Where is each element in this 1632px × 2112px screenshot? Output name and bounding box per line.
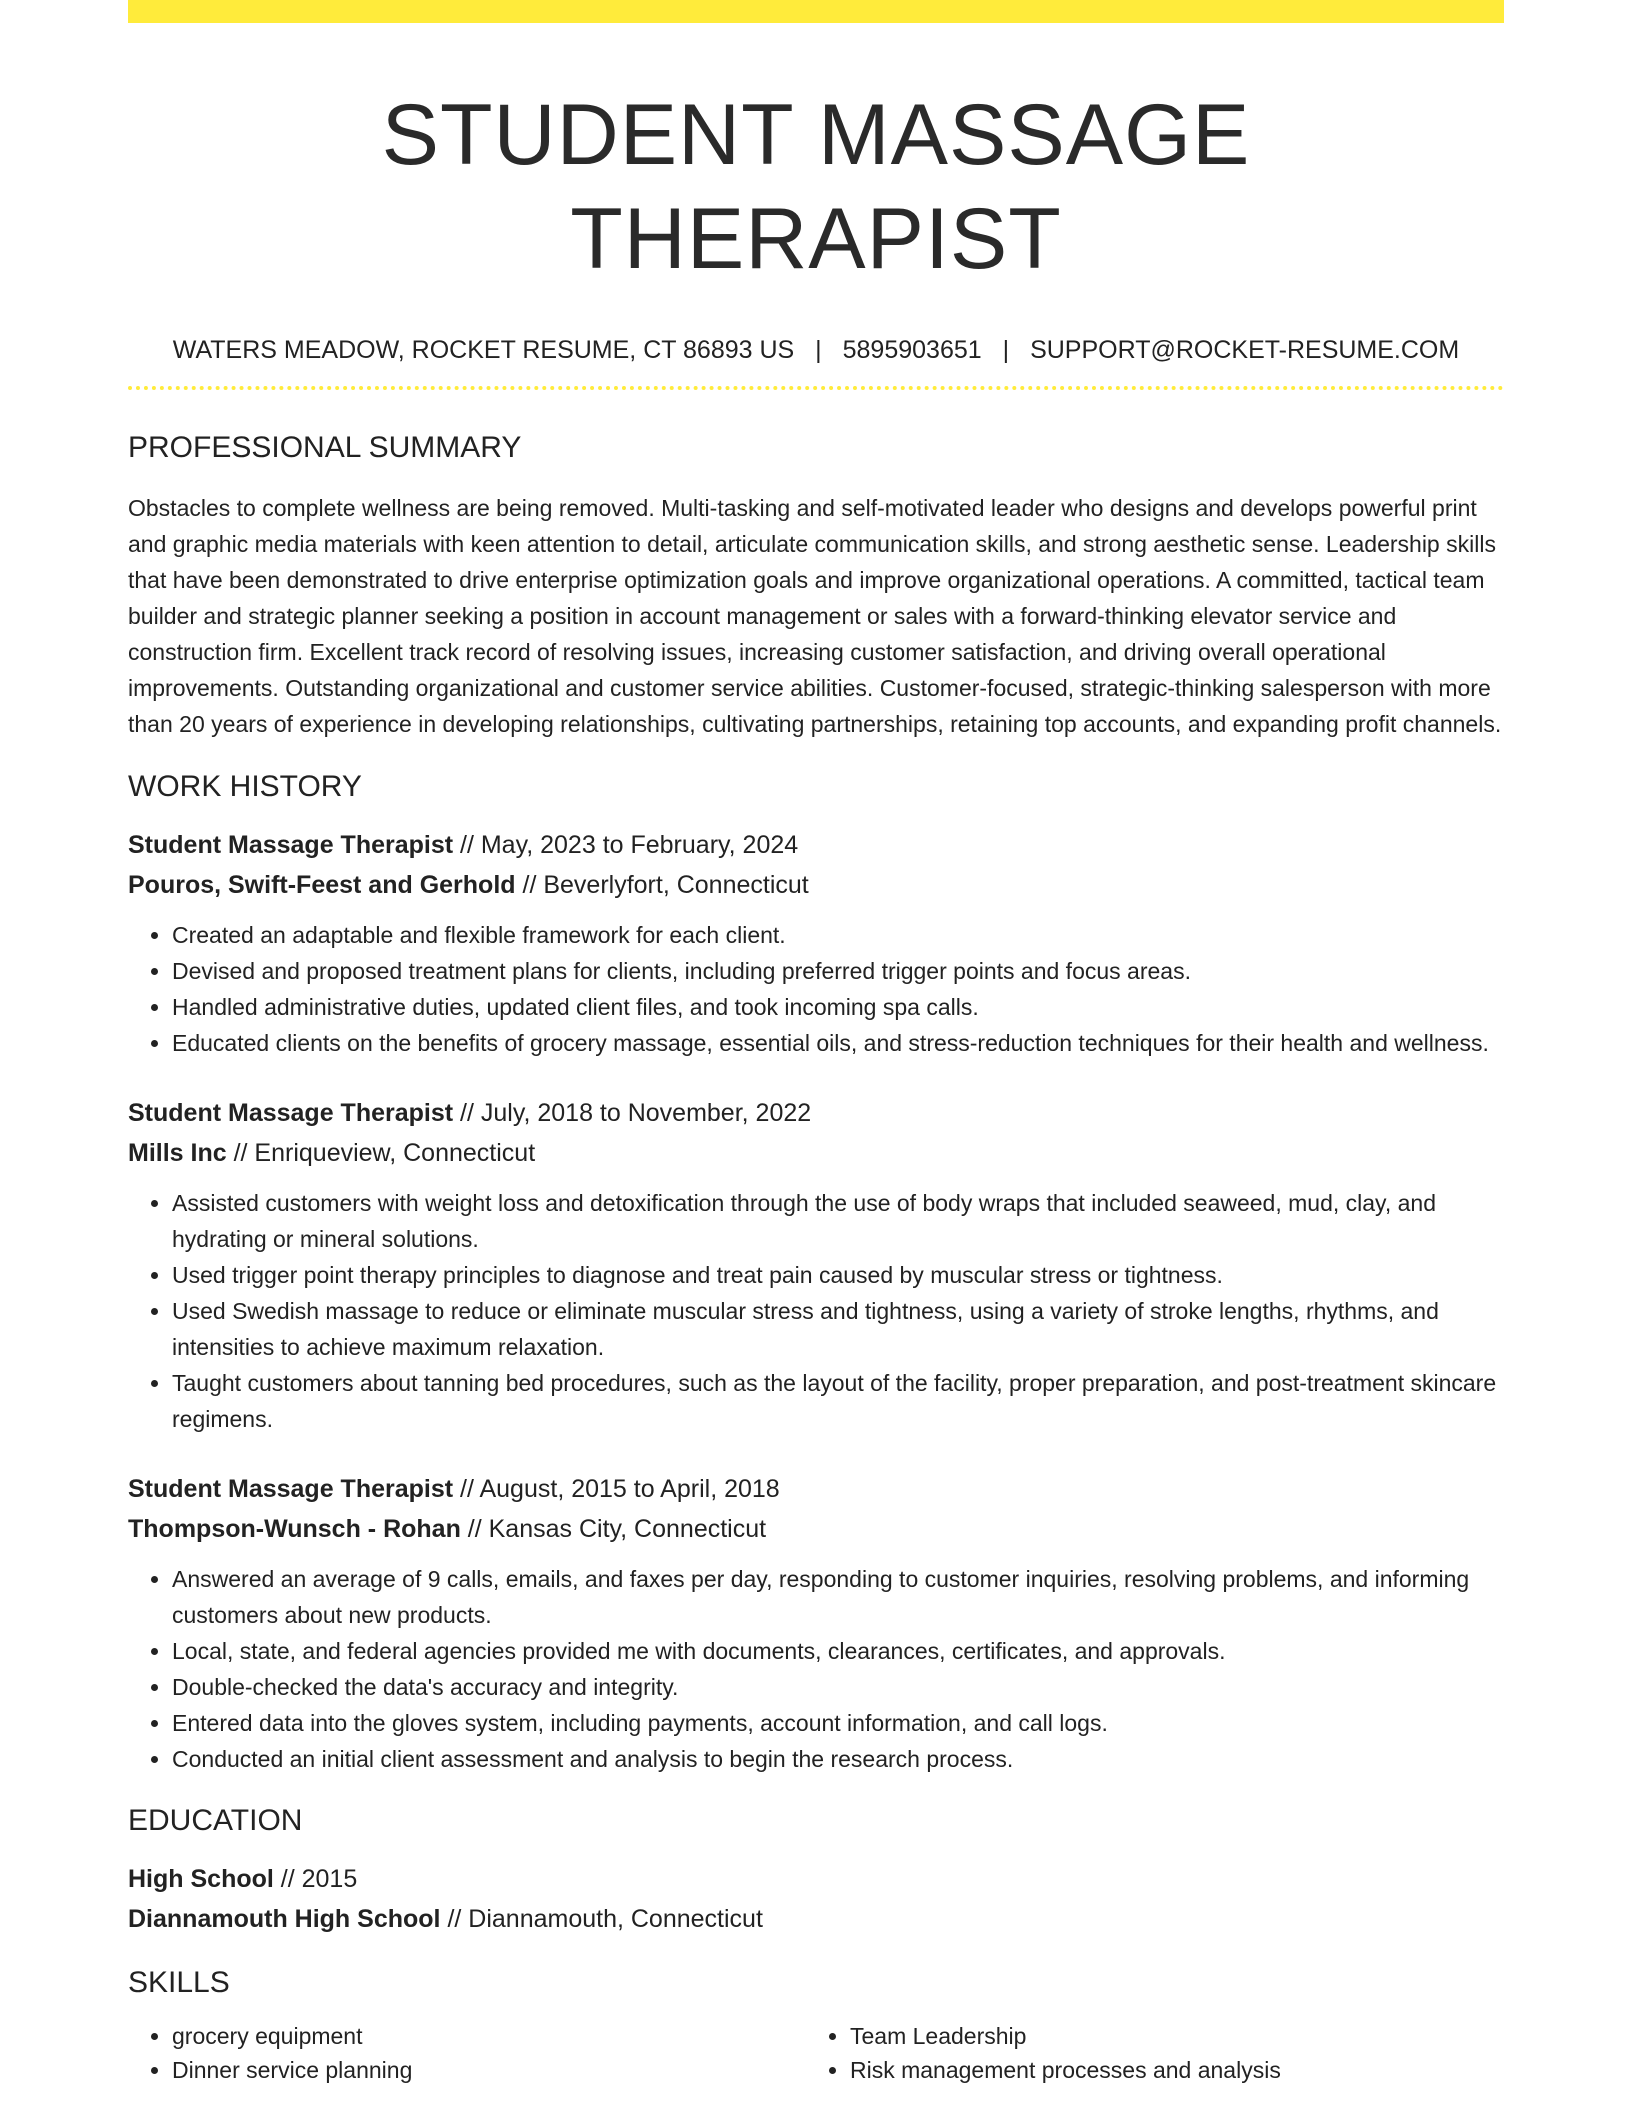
contact-separator: | bbox=[1002, 336, 1010, 364]
contact-address: WATERS MEADOW, ROCKET RESUME, CT 86893 US bbox=[172, 336, 795, 364]
job-dates: // August, 2015 to April, 2018 bbox=[453, 1475, 780, 1503]
contact-phone: 5895903651 bbox=[842, 336, 982, 364]
job-entry bbox=[128, 1093, 1504, 1437]
job-location: // Enriqueview, Connecticut bbox=[226, 1139, 536, 1167]
job-bullet: • Taught customers about tanning bed procedures, such as the layout of the facility, proper preparation, and post-treatment skincare regimens. bbox=[172, 1365, 1504, 1437]
skills-column-right bbox=[806, 2019, 1484, 2087]
job-bullet: • Used Swedish massage to reduce or eliminate muscular stress and tightness, using a variety of stroke lengths, rhythms, and intensities to achieve maximum relaxation. bbox=[172, 1293, 1504, 1365]
job-title: Student Massage Therapist bbox=[128, 1475, 454, 1503]
job-title-line bbox=[128, 1469, 1504, 1509]
education-entry bbox=[128, 1859, 1504, 1939]
job-bullet: • Used trigger point therapy principles to diagnose and treat pain caused by muscular stress or tightness. bbox=[172, 1257, 1504, 1293]
job-bullet: • Assisted customers with weight loss and detoxification through the use of body wraps that included seaweed, mud, clay, and hydrating or mineral solutions. bbox=[172, 1185, 1504, 1257]
summary-heading: PROFESSIONAL SUMMARY bbox=[128, 431, 522, 464]
education-location: // Diannamouth, Connecticut bbox=[440, 1905, 763, 1933]
job-company-line bbox=[128, 1133, 1504, 1173]
skill-item: • Dinner service planning bbox=[172, 2053, 806, 2087]
education-degree-line bbox=[128, 1859, 1504, 1899]
dotted-divider bbox=[128, 386, 1504, 390]
skills-items bbox=[806, 2019, 1484, 2087]
skills-items bbox=[128, 2019, 806, 2087]
accent-top-bar bbox=[128, 0, 1504, 23]
work-history-heading: WORK HISTORY bbox=[128, 770, 362, 803]
resume-content bbox=[128, 23, 1504, 2087]
contact-email: SUPPORT@ROCKET-RESUME.COM bbox=[1030, 336, 1460, 364]
skill-item: • Team Leadership bbox=[850, 2019, 1484, 2053]
education-school-line bbox=[128, 1899, 1504, 1939]
contact-separator: | bbox=[815, 336, 822, 364]
job-title: Student Massage Therapist bbox=[128, 1099, 454, 1127]
skill-item: • Risk management processes and analysis bbox=[850, 2053, 1484, 2087]
job-bullet: • Created an adaptable and flexible framework for each client. bbox=[172, 917, 1504, 953]
job-bullet: • Handled administrative duties, updated client files, and took incoming spa calls. bbox=[172, 989, 1504, 1025]
job-bullets bbox=[128, 917, 1504, 1061]
skill-item: • grocery equipment bbox=[172, 2019, 806, 2053]
job-bullet: • Conducted an initial client assessment and analysis to begin the research process. bbox=[172, 1741, 1504, 1777]
contact-line bbox=[128, 333, 1504, 367]
skills-column-left bbox=[128, 2019, 806, 2087]
job-bullet: • Double-checked the data's accuracy and integrity. bbox=[172, 1669, 1504, 1705]
job-bullets bbox=[128, 1185, 1504, 1437]
job-dates: // July, 2018 to November, 2022 bbox=[453, 1099, 812, 1127]
candidate-name: STUDENT MASSAGE THERAPIST bbox=[381, 87, 1251, 287]
job-company-line bbox=[128, 1509, 1504, 1549]
job-title-line bbox=[128, 1093, 1504, 1133]
job-bullets bbox=[128, 1561, 1504, 1777]
job-bullet: • Local, state, and federal agencies provided me with documents, clearances, certificates, and approvals. bbox=[172, 1633, 1504, 1669]
job-company-line bbox=[128, 865, 1504, 905]
education-year: // 2015 bbox=[273, 1865, 358, 1893]
job-bullet: • Answered an average of 9 calls, emails, and faxes per day, responding to customer inquiries, resolving problems, and informing customers about new products. bbox=[172, 1561, 1504, 1633]
job-bullet: • Entered data into the gloves system, including payments, account information, and call logs. bbox=[172, 1705, 1504, 1741]
job-company: Pouros, Swift-Feest and Gerhold bbox=[128, 871, 516, 899]
job-dates: // May, 2023 to February, 2024 bbox=[453, 831, 799, 859]
job-location: // Beverlyfort, Connecticut bbox=[515, 871, 809, 899]
education-degree: High School bbox=[128, 1865, 274, 1893]
job-company: Mills Inc bbox=[128, 1139, 227, 1167]
job-entry bbox=[128, 825, 1504, 1061]
job-entry bbox=[128, 1469, 1504, 1777]
job-bullet: • Devised and proposed treatment plans for clients, including preferred trigger points and focus areas. bbox=[172, 953, 1504, 989]
job-title-line bbox=[128, 825, 1504, 865]
skills-heading: SKILLS bbox=[128, 1966, 230, 1999]
job-location: // Kansas City, Connecticut bbox=[460, 1515, 767, 1543]
summary-text: Obstacles to complete wellness are being removed. Multi-tasking and self-motivated leader who designs and develops powerful print and graphic media materials with keen attention to detail, articulate communication skills, and strong aesthetic sense. Leadership skills that have been demonstrated to drive enterprise optimization goals and improve organizational operations. A committed, tactical team builder and strategic planner seeking a position in account management or sales with a forward-thinking elevator service and construction firm. Excellent track record of resolving issues, increasing customer satisfaction, and driving overall operational improvements. Outstanding organizational and customer service abilities. Customer-focused, strategic-thinking salesperson with more than 20 years of experience in developing relationships, cultivating partnerships, retaining top accounts, and expanding profit channels. bbox=[128, 495, 1502, 737]
education-heading: EDUCATION bbox=[128, 1804, 303, 1837]
skills-list bbox=[128, 2019, 1504, 2087]
job-title: Student Massage Therapist bbox=[128, 831, 454, 859]
education-school: Diannamouth High School bbox=[128, 1905, 441, 1933]
job-bullet: • Educated clients on the benefits of grocery massage, essential oils, and stress-reduction techniques for their health and wellness. bbox=[172, 1025, 1504, 1061]
job-company: Thompson-Wunsch - Rohan bbox=[128, 1515, 461, 1543]
